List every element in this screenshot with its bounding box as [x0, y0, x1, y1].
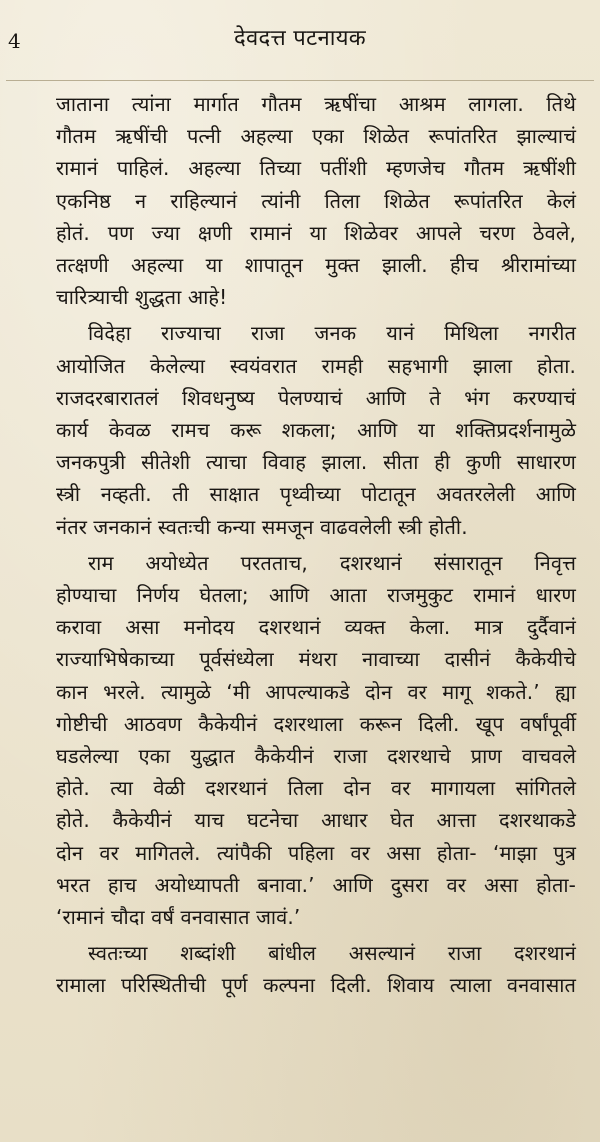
text-line: जनकपुत्री सीतेशी त्याचा विवाह झाला. सीता ही कुणी साधारण — [56, 450, 576, 475]
paragraph — [56, 88, 576, 313]
text-line: नंतर जनकानं स्वतःची कन्या समजून वाढवलेली स्त्री होती. — [56, 514, 468, 539]
text-line: स्वतःच्या शब्दांशी बांधील असल्यानं राजा दशरथानं — [88, 941, 576, 966]
text-line: कान भरले. त्यामुळे ‘मी आपल्याकडे दोन वर मागू शकते.’ ह्या — [56, 679, 576, 704]
text-line: गौतम ऋषींची पत्नी अहल्या एका शिळेत रूपांतरित झाल्याचं — [56, 124, 576, 149]
text-line: राज्याभिषेकाच्या पूर्वसंध्येला मंथरा नावाच्या दासीनं कैकेयीचे — [56, 647, 576, 672]
text-line: भरत हाच अयोध्यापती बनावा.’ आणि दुसरा वर असा होता- — [56, 872, 576, 897]
text-line: रामानं पाहिलं. अहल्या तिच्या पतींशी म्हणजेच गौतम ऋषींशी — [56, 156, 576, 181]
text-line: तत्क्षणी अहल्या या शापातून मुक्त झाली. हीच श्रीरामांच्या — [56, 253, 576, 278]
text-line: होते. त्या वेळी दशरथानं तिला दोन वर मागायला सांगितले — [56, 776, 576, 801]
header-divider — [6, 80, 594, 81]
text-line: जाताना त्यांना मार्गात गौतम ऋषींचा आश्रम लागला. तिथे — [56, 92, 576, 116]
text-line: विदेहा राज्याचा राजा जनक यानं मिथिला नगरीत — [88, 321, 576, 346]
text-line: दोन वर मागितले. त्यांपैकी पहिला वर असा होता- ‘माझा पुत्र — [56, 840, 576, 865]
text-line: होतं. पण ज्या क्षणी रामानं या शिळेवर आपले चरण ठेवले, — [56, 220, 576, 245]
page-number: 4 — [8, 29, 21, 53]
body-text — [56, 88, 576, 1004]
text-line: होते. कैकेयीनं याच घटनेचा आधार घेत आत्ता दशरथाकडे — [56, 808, 576, 833]
text-line: ‘रामानं चौदा वर्षं वनवासात जावं.’ — [56, 905, 301, 930]
page-header — [0, 22, 600, 62]
text-line: रामाला परिस्थितीची पूर्ण कल्पना दिली. शिवाय त्याला वनवासात — [56, 973, 576, 998]
text-line: करावा असा मनोदय दशरथानं व्यक्त केला. मात्र दुर्दैवानं — [56, 615, 576, 640]
text-line: आयोजित केलेल्या स्वयंवरात रामही सहभागी झाला होता. — [56, 353, 576, 378]
text-line: एकनिष्ठ न राहिल्यानं त्यांनी तिला शिळेत रूपांतरित केलं — [56, 188, 576, 213]
text-line: राजदरबारातलं शिवधनुष्य पेलण्याचं आणि ते भंग करण्याचं — [56, 385, 576, 410]
text-line: घडलेल्या एका युद्धात कैकेयीनं राजा दशरथाचे प्राण वाचवले — [56, 744, 576, 769]
text-line: राम अयोध्येत परतताच, दशरथानं संसारातून निवृत्त — [88, 550, 576, 575]
paragraph — [56, 317, 576, 542]
text-line: गोष्टीची आठवण कैकेयीनं दशरथाला करून दिली. खूप वर्षांपूर्वी — [56, 711, 576, 736]
text-line: कार्य केवळ रामच करू शकला; आणि या शक्तिप्रदर्शनामुळे — [56, 418, 576, 443]
text-line: होण्याचा निर्णय घेतला; आणि आता राजमुकुट रामानं धारण — [56, 583, 576, 608]
text-line: चारित्र्याची शुद्धता आहे! — [56, 285, 228, 310]
running-title: देवदत्त पटनायक — [234, 26, 366, 51]
paragraph — [56, 547, 576, 933]
text-line: स्त्री नव्हती. ती साक्षात पृथ्वीच्या पोटातून अवतरलेली आणि — [56, 482, 576, 507]
paragraph — [56, 937, 576, 1001]
